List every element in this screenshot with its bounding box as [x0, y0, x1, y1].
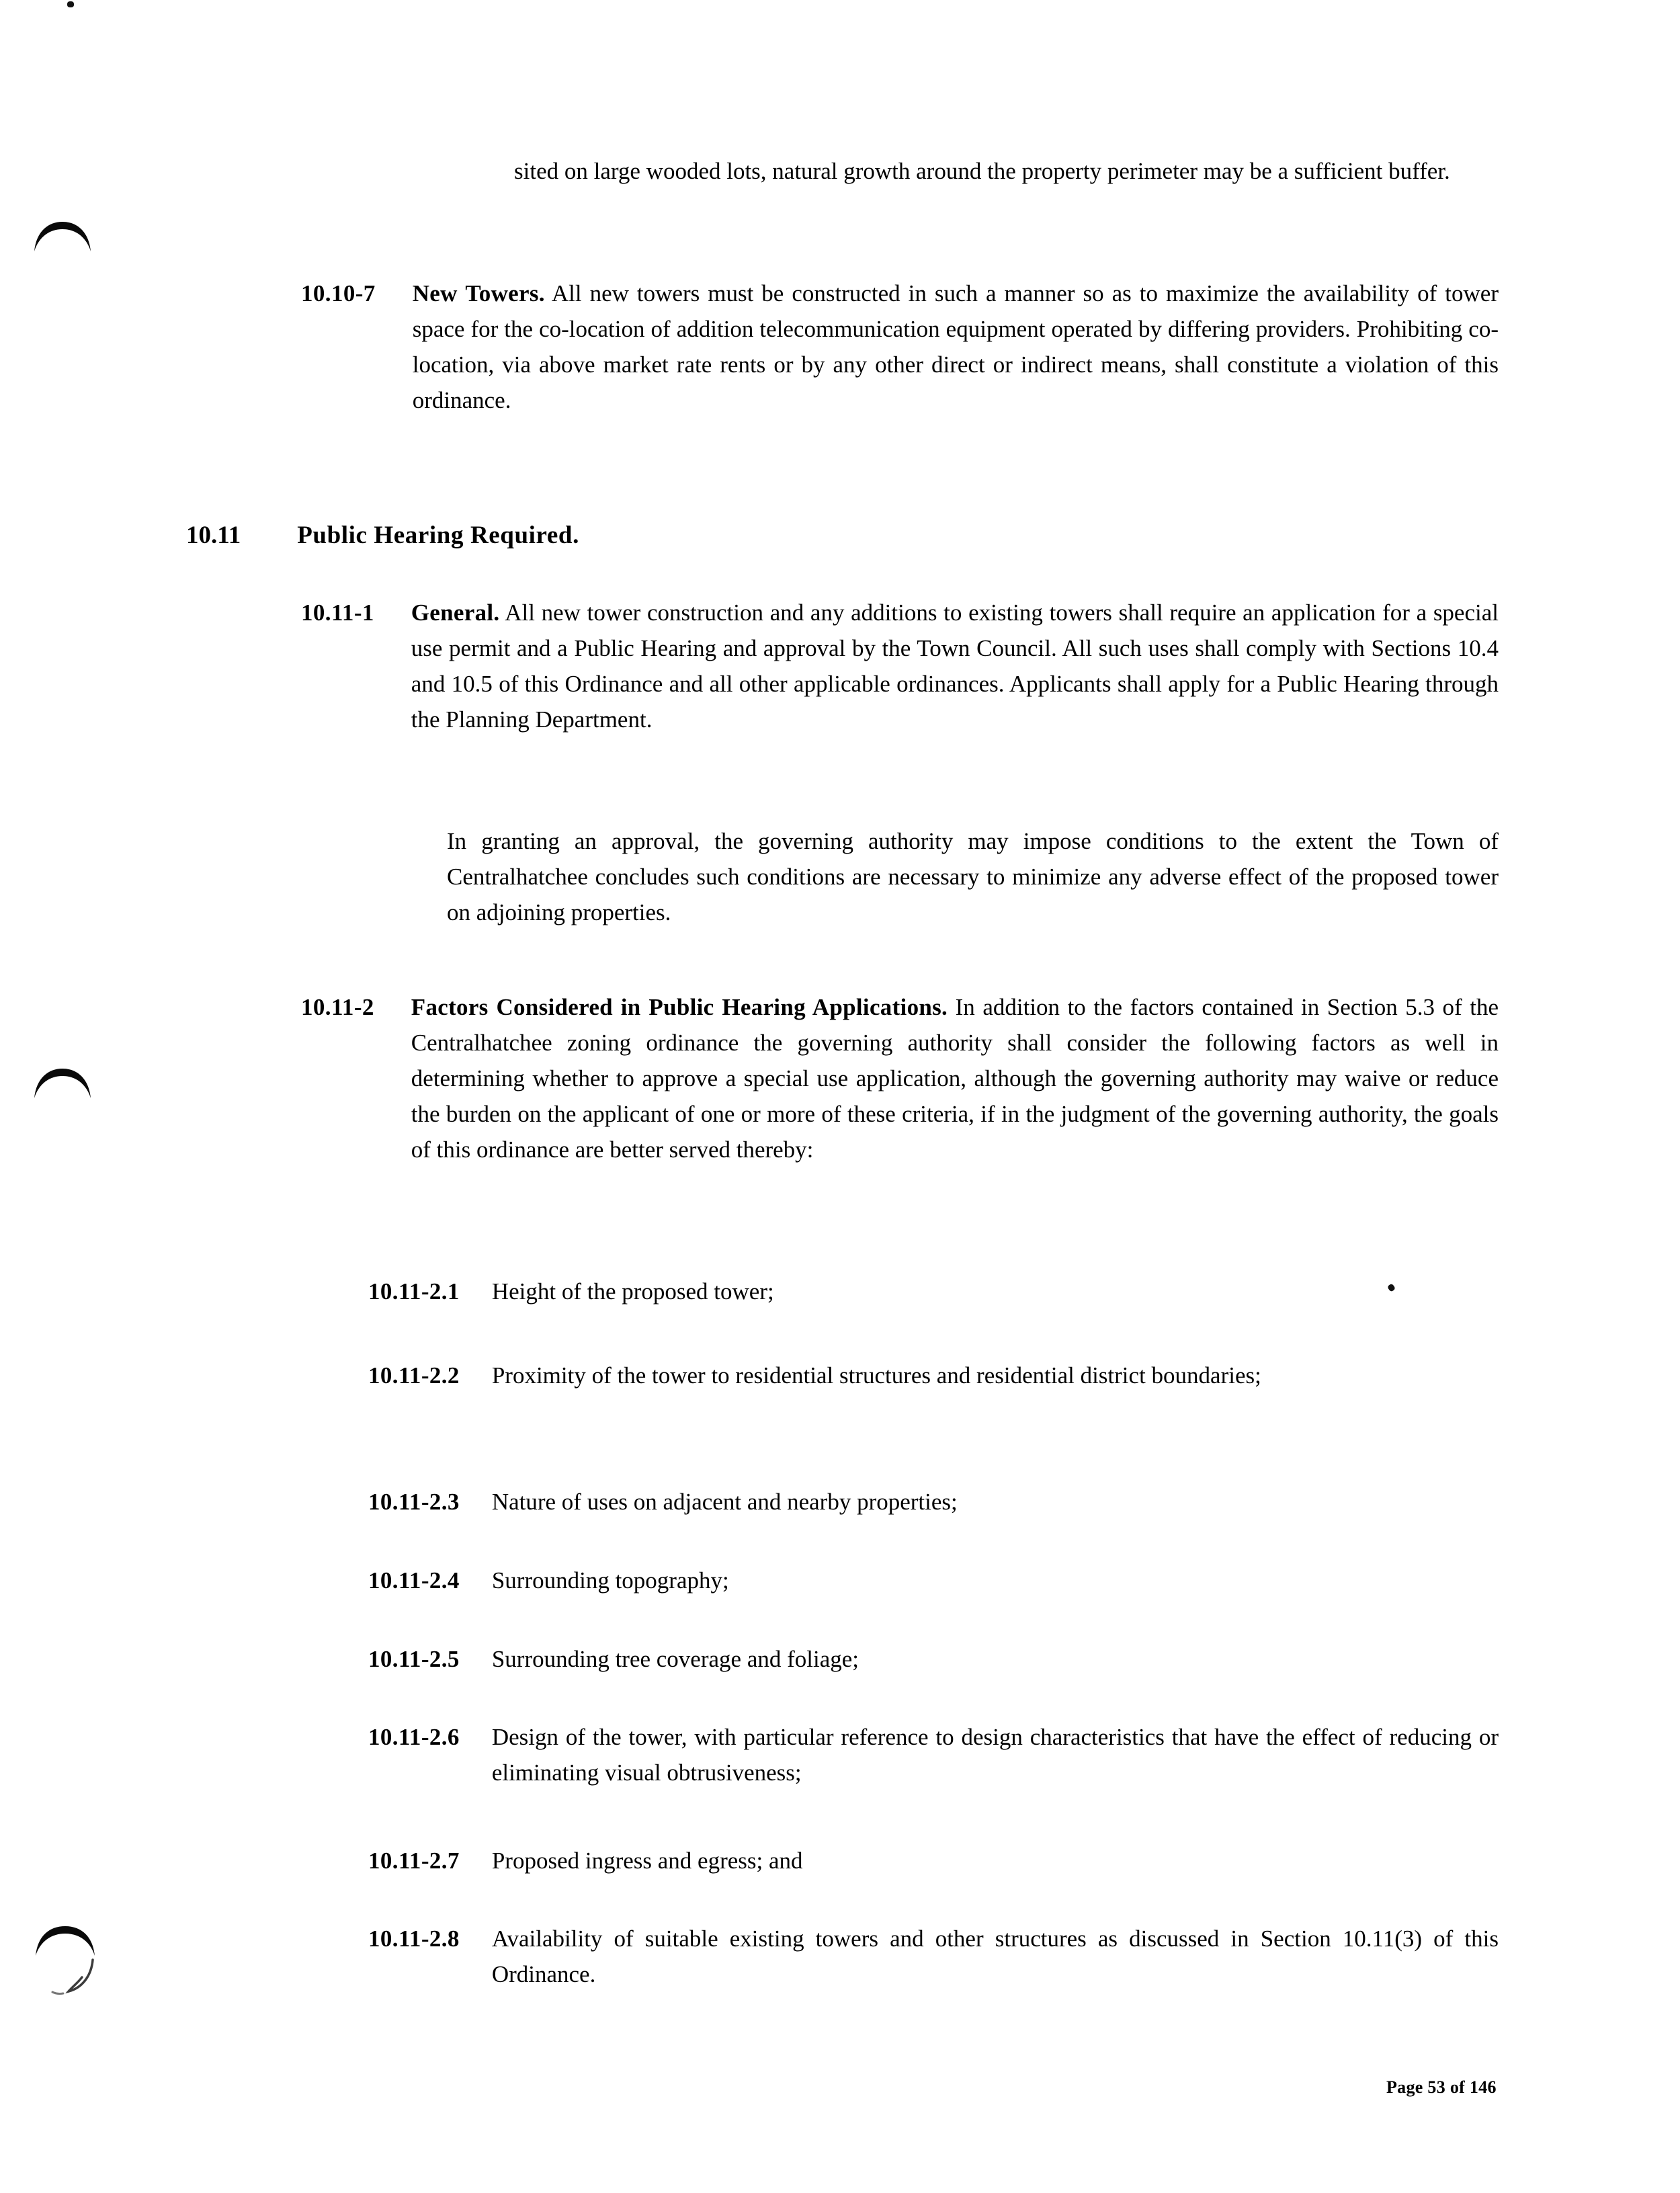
section-10-11-2 — [301, 989, 1499, 1167]
factor-number: 10.11-2.6 — [368, 1724, 460, 1750]
factor-text: Surrounding tree coverage and foliage; — [491, 1646, 859, 1672]
factor-text: Height of the proposed tower; — [491, 1278, 774, 1305]
section-10-11-1-body — [411, 595, 1499, 737]
section-10-11-2-number: 10.11-2 — [301, 994, 374, 1020]
factor-number: 10.11-2.8 — [368, 1926, 460, 1952]
factor-number: 10.11-2.2 — [368, 1362, 460, 1389]
factor-item-10-11-2-3 — [368, 1484, 1499, 1520]
section-10-11-1-number: 10.11-1 — [301, 599, 374, 626]
continued-paragraph: sited on large wooded lots, natural growth around the property perimeter may be a sufficient buffer. — [514, 158, 1450, 184]
factor-number: 10.11-2.7 — [368, 1848, 460, 1874]
factor-text: Availability of suitable existing towers and other structures as discussed in Section 10.11(3) of this Ordinance. — [491, 1926, 1499, 1987]
scan-artifact-binding-mark-middle — [32, 1063, 93, 1104]
heading-10-11 — [186, 518, 579, 553]
section-10-10-7-number: 10.10-7 — [301, 280, 376, 306]
factor-text: Design of the tower, with particular reference to design characteristics that have the effect of reducing or eliminating visual obtrusiveness; — [491, 1724, 1499, 1786]
section-10-11-1-text: All new tower construction and any additions to existing towers shall require an application for a special use permit and a Public Hearing and approval by the Town Council. All such uses shall comply with Sections 10.4 and 10.5 of this Ordinance and all other applicable ordinances. Applicants shall apply for a Public Hearing through the Planning Department. — [411, 599, 1499, 733]
scan-artifact-binding-mark-top — [32, 216, 93, 257]
factor-item-10-11-2-4 — [368, 1563, 1499, 1598]
section-10-11-2-title: Factors Considered in Public Hearing Applications. — [411, 994, 948, 1020]
factor-number: 10.11-2.1 — [368, 1278, 460, 1305]
section-10-11-1-title: General. — [411, 599, 500, 626]
section-10-10-7-title: New Towers. — [412, 280, 545, 306]
factor-number: 10.11-2.5 — [368, 1646, 460, 1672]
section-10-10-7-text: All new towers must be constructed in such a manner so as to maximize the availability of tower space for the co-location of addition telecommunication equipment operated by differing providers. Prohibiting co-location, via above market rate rents or by any other direct or indirect means, shall constitute a violation of this ordinance. — [412, 280, 1499, 413]
factor-number: 10.11-2.3 — [368, 1489, 460, 1515]
scan-speck-top — [67, 1, 74, 7]
section-10-11-1 — [301, 595, 1499, 737]
section-10-11-2-body — [411, 989, 1499, 1167]
factor-item-10-11-2-8 — [368, 1921, 1499, 1992]
granting-approval-paragraph: In granting an approval, the governing authority may impose conditions to the extent the Town of Centralhatchee concludes such conditions are necessary to minimize any adverse effect of the proposed tower on adjoining properties. — [447, 828, 1499, 925]
scan-artifact-binding-mark-bottom — [34, 1922, 98, 1996]
factor-text: Surrounding topography; — [491, 1567, 729, 1594]
factor-text: Nature of uses on adjacent and nearby properties; — [491, 1489, 958, 1515]
section-10-10-7-body — [413, 276, 1499, 418]
page-footer: Page 53 of 146 — [1386, 2077, 1497, 2097]
section-10-10-7 — [301, 276, 1499, 418]
heading-10-11-title: Public Hearing Required. — [297, 522, 579, 549]
heading-10-11-number: 10.11 — [186, 522, 241, 549]
factor-item-10-11-2-5 — [368, 1641, 1499, 1677]
factor-item-10-11-2-1 — [368, 1274, 1499, 1309]
factor-item-10-11-2-7 — [368, 1843, 1499, 1878]
factor-text: Proposed ingress and egress; and — [491, 1848, 803, 1874]
factor-text: Proximity of the tower to residential structures and residential district boundaries; — [491, 1362, 1261, 1389]
factor-item-10-11-2-6 — [368, 1719, 1499, 1790]
factor-number: 10.11-2.4 — [368, 1567, 460, 1594]
factor-item-10-11-2-2 — [368, 1358, 1499, 1393]
section-10-11-2-text: In addition to the factors contained in Section 5.3 of the Centralhatchee zoning ordinance the governing authority shall consider the following factors as well in determining whether to approve a special use application, although the governing authority may waive or reduce the burden on the applicant of one or more of these criteria, if in the judgment of the governing authority, the goals of this ordinance are better served thereby: — [411, 994, 1499, 1163]
